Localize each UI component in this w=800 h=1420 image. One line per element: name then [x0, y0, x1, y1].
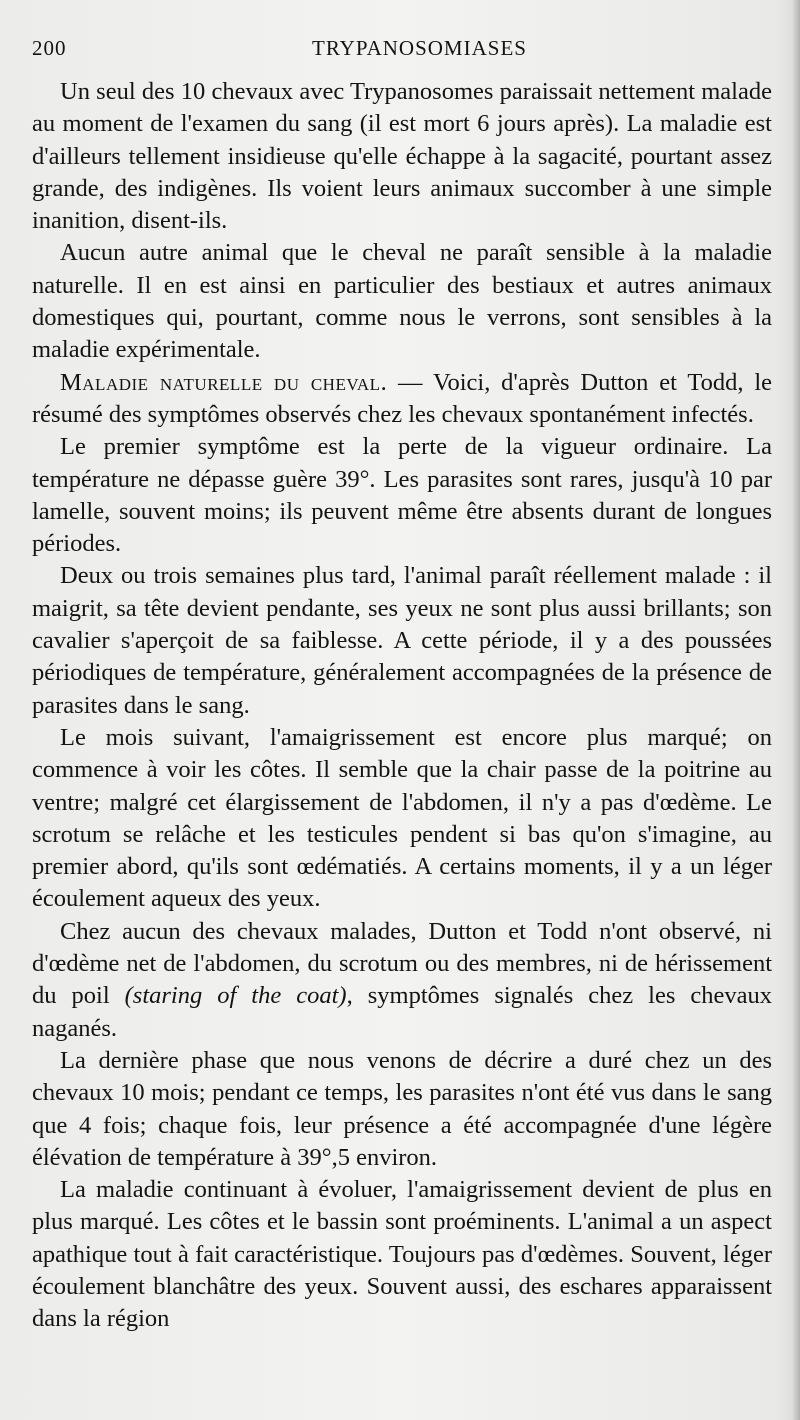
paragraph: Un seul des 10 chevaux avec Trypanosomes paraissait nettement malade au moment de l'examen du sang (il est mort 6 jours après). La maladie est d'ailleurs tellement insidieuse qu'elle échappe à la sagacité, pourtant assez grande, des indigènes. Ils voient leurs animaux succomber à une simple inanition, disent-ils. [32, 78, 772, 235]
italic-phrase: (staring of the coat) [124, 982, 347, 1010]
paragraph: Le premier symptôme est la perte de la vigueur ordinaire. La température ne dépasse guère 39°. Les parasites sont rares, jusqu'à 10 par lamelle, souvent moins; ils peuvent même être absents durant de longues périodes. [32, 433, 772, 558]
page-number: 200 [32, 36, 67, 60]
paragraph: Deux ou trois semaines plus tard, l'animal paraît réellement malade : il maigrit, sa tête devient pendante, ses yeux ne sont plus aussi brillants; son cavalier s'aperçoit de sa faiblesse. A cette période, il y a des poussées périodiques de température, généralement accompagnées de la présence de parasites dans le sang. [32, 562, 772, 719]
text-run: , symptômes signalés chez les chevaux naganés. [32, 982, 773, 1042]
paragraph [32, 916, 772, 1045]
section-paragraph [32, 367, 772, 432]
body-text [32, 76, 772, 1336]
paragraph: La dernière phase que nous venons de décrire a duré chez un des chevaux 10 mois; pendant ce temps, les parasites n'ont été vus dans le sang que 4 fois; chaque fois, leur présence a été accompagnée d'une légère élévation de température à 39°,5 environ. [32, 1046, 772, 1171]
paragraph: Aucun autre animal que le cheval ne paraît sensible à la maladie naturelle. Il en est ainsi en particulier des bestiaux et autres animaux domestiques qui, pourtant, comme nous le verrons, sont sensibles à la maladie expérimentale. [32, 239, 772, 364]
text-run: Chez aucun des chevaux malades, Dutton et Todd n'ont observé, ni d'œdème net de l'abdomen, du scrotum ou des membres, ni de hérissement du poil [32, 917, 772, 1010]
paragraph: La maladie continuant à évoluer, l'amaigrissement devient de plus en plus marqué. Les côtes et le bassin sont proéminents. L'animal a un aspect apathique tout à fait caractéristique. Toujours pas d'œdèmes. Souvent, léger écoulement blanchâtre des yeux. Souvent aussi, des eschares apparaissent dans la région [32, 1176, 772, 1333]
page-edge-shadow [792, 0, 800, 1420]
paragraph: Le mois suivant, l'amaigrissement est encore plus marqué; on commence à voir les côtes. Il semble que la chair passe de la poitrine au ventre; malgré cet élargissement de l'abdomen, il n'y a pas d'œdème. Le scrotum se relâche et les testicules pendent si bas qu'on s'imagine, au premier abord, qu'ils sont œdématiés. A certains moments, il y a un léger écoulement aqueux des yeux. [32, 723, 772, 913]
running-title: TRYPANOSOMIASES [312, 36, 527, 60]
section-heading: Maladie naturelle du cheval. [60, 368, 388, 396]
section-text: — Voici, d'après Dutton et Todd, le résumé des symptômes observés chez les chevaux spontanément infectés. [32, 368, 772, 428]
